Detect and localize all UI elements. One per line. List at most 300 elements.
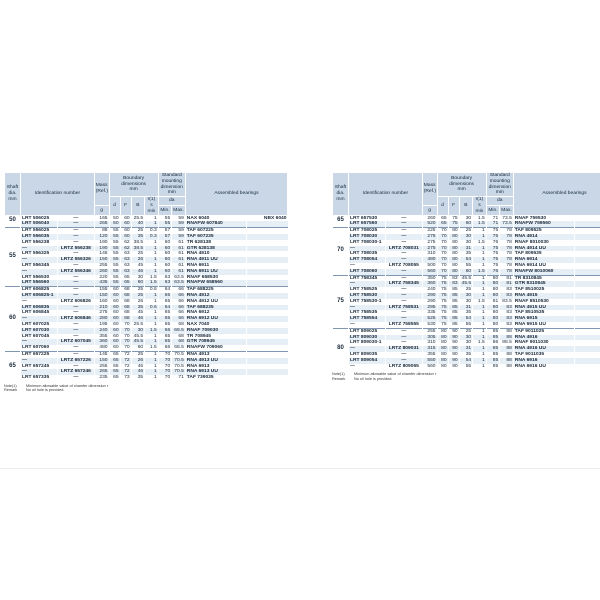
assembled-bearing: RNA 4915 xyxy=(513,293,575,299)
shaft-dia-cell: 55 xyxy=(5,228,21,287)
d-cell: 55 xyxy=(109,240,120,246)
mass-cell: 275 xyxy=(422,234,437,240)
id-number: LRT 758554 xyxy=(348,316,385,322)
assembled-bearing: TAF 809535 xyxy=(513,251,575,257)
r-cell: 1 xyxy=(145,257,159,263)
left-table-panel xyxy=(4,172,288,393)
id-number: LRT 556325 xyxy=(20,251,57,257)
mass-cell: 195 xyxy=(94,322,109,328)
da-min-cell: 76 xyxy=(486,269,500,275)
id-number-sealed: — xyxy=(57,305,94,311)
id-number-sealed: — xyxy=(385,358,422,364)
id-number-sealed: — xyxy=(385,310,422,316)
id-number: LRT 556345 xyxy=(20,263,57,269)
id-number-sealed: — xyxy=(57,275,94,281)
r-cell: 1 xyxy=(473,257,487,263)
assembled-bearing: RNAFW 607840 xyxy=(185,221,247,227)
d-cell: 55 xyxy=(109,275,120,281)
B-cell: 38.5 xyxy=(131,246,145,252)
da-max-cell: 61 xyxy=(172,251,186,257)
da-max-cell: 66 xyxy=(172,299,186,305)
assembled-bearing: RNA 6912 xyxy=(185,310,247,316)
assembled-bearing: TAF 688235 xyxy=(185,305,247,311)
note-text: Minimum allowable value of chamfer dimension r xyxy=(354,372,437,377)
remark-text: No oil hole is provided. xyxy=(26,388,65,393)
id-number-sealed: — xyxy=(57,364,94,370)
mass-cell: 530 xyxy=(422,322,437,328)
B-cell: 25 xyxy=(459,287,473,293)
da-min-cell: 55 xyxy=(158,221,172,227)
da-min-cell: 55 xyxy=(158,215,172,221)
table-row xyxy=(5,375,288,381)
mass-cell: 560 xyxy=(422,269,437,275)
id-number: — xyxy=(348,322,385,328)
B-cell: 25 xyxy=(459,228,473,234)
mass-cell: 240 xyxy=(94,328,109,334)
d-cell: 75 xyxy=(437,287,448,293)
id-number: LRT 809054 xyxy=(348,358,385,364)
d-cell: 70 xyxy=(437,251,448,257)
mass-cell: 480 xyxy=(94,345,109,351)
da-max-cell: 66 xyxy=(172,287,186,293)
id-number-sealed: — xyxy=(57,334,94,340)
max-header: Max. xyxy=(172,206,186,215)
id-number-sealed: — xyxy=(385,340,422,346)
mass-cell: 145 xyxy=(94,351,109,357)
assembled-bearing: TAF 9011035 xyxy=(513,352,575,358)
da-min-cell: 64 xyxy=(158,287,172,293)
da-min-cell: 80 xyxy=(486,287,500,293)
id-number-sealed: — xyxy=(385,275,422,281)
d-cell: 60 xyxy=(109,287,120,293)
da-min-cell: 80 xyxy=(486,316,500,322)
da-min-cell: 63 xyxy=(158,280,172,286)
r-cell: 1 xyxy=(145,351,159,357)
F-header: F xyxy=(448,197,459,215)
F-cell: 85 xyxy=(448,299,459,305)
d-cell: 70 xyxy=(437,228,448,234)
assembled-bearing: TR 628138 xyxy=(185,240,247,246)
shaft-dia-cell: 65 xyxy=(5,351,21,380)
d-cell: 65 xyxy=(109,358,120,364)
r-cell: 1 xyxy=(145,358,159,364)
id-number-sealed: — xyxy=(385,316,422,322)
F-cell: 70 xyxy=(120,345,131,351)
assembled-bearing: NAX 7040 xyxy=(185,322,247,328)
B-cell: 25.5 xyxy=(131,215,145,221)
max-header: Max. xyxy=(500,206,514,215)
min-header: Min. xyxy=(158,206,172,215)
F-cell: 83 xyxy=(448,275,459,281)
r-cell: 1 xyxy=(145,375,159,381)
da-min-cell: 60 xyxy=(158,240,172,246)
B-cell: 45 xyxy=(131,310,145,316)
B-cell: 31 xyxy=(459,305,473,311)
r-cell: 1 xyxy=(145,215,159,221)
id-number: LRT 708025 xyxy=(348,228,385,234)
mass-cell: 525 xyxy=(422,316,437,322)
da-max-cell: 83 xyxy=(500,305,514,311)
d-cell: 55 xyxy=(109,246,120,252)
B-cell: 60 xyxy=(459,269,473,275)
r-cell: 1 xyxy=(145,310,159,316)
id-number: LRT 556238 xyxy=(20,240,57,246)
r-cell: 1 xyxy=(473,305,487,311)
B-cell: 26 xyxy=(131,257,145,263)
d-cell: 65 xyxy=(109,375,120,381)
da-max-cell: 83.5 xyxy=(500,299,514,305)
F-cell: 90 xyxy=(448,352,459,358)
id-number-sealed: — xyxy=(385,228,422,234)
r-cell: 1 xyxy=(145,334,159,340)
d-cell: 60 xyxy=(109,299,120,305)
B-cell: 26 xyxy=(131,299,145,305)
assembled-bearing: TR 708945 xyxy=(185,334,247,340)
F-header: F xyxy=(120,197,131,215)
da-max-cell: 68 xyxy=(172,322,186,328)
r-cell: 1.5 xyxy=(145,275,159,281)
mass-cell: 315 xyxy=(422,346,437,352)
d-cell: 65 xyxy=(109,369,120,375)
id-number: LRT 657245 xyxy=(20,364,57,370)
r-cell: 1 xyxy=(473,228,487,234)
id-number: LRT 809030-1 xyxy=(348,340,385,346)
da-min-cell: 75 xyxy=(486,257,500,263)
r-cell: 1 xyxy=(473,275,487,281)
F-cell: 85 xyxy=(448,316,459,322)
assembled-bearing: RNA 6916 xyxy=(513,358,575,364)
d-cell: 80 xyxy=(437,346,448,352)
id-number-sealed: — xyxy=(57,240,94,246)
id-number: — xyxy=(348,305,385,311)
d-cell: 55 xyxy=(109,234,120,240)
B-header: B xyxy=(459,197,473,215)
d-cell: 60 xyxy=(109,328,120,334)
id-number-sealed: LRTZ 708031 xyxy=(385,246,422,252)
id-number-sealed: — xyxy=(385,299,422,305)
da-min-cell: 80 xyxy=(486,305,500,311)
assembled-bearing: RNA 4914 xyxy=(513,234,575,240)
id-number: LRT 506025 xyxy=(20,215,57,221)
B-cell: 54 xyxy=(459,257,473,263)
note-text: Minimum allowable value of chamfer dimension r xyxy=(26,383,109,388)
mass-cell: 310 xyxy=(422,251,437,257)
assembled-bearing-alt xyxy=(247,375,288,381)
F-cell: 60 xyxy=(120,234,131,240)
da-min-cell: 80 xyxy=(486,281,500,287)
id-number-sealed: — xyxy=(385,234,422,240)
id-number-sealed: — xyxy=(57,228,94,234)
d-cell: 65 xyxy=(109,351,120,357)
B-cell: 30 xyxy=(131,275,145,281)
id-number: — xyxy=(20,246,57,252)
B-cell: 38.5 xyxy=(131,240,145,246)
mass-cell: 120 xyxy=(94,234,109,240)
mass-cell: 255 xyxy=(94,364,109,370)
id-number: LRT 758530-1 xyxy=(348,299,385,305)
mass-header: Mass (Ref.) xyxy=(94,173,109,206)
da-max-cell: 59 xyxy=(172,234,186,240)
id-number-sealed: LRTZ 809055 xyxy=(385,364,422,370)
remark-label: Remark xyxy=(332,376,346,381)
B-cell: 45.5 xyxy=(459,281,473,287)
mass-cell: 290 xyxy=(422,293,437,299)
mass-cell: 150 xyxy=(94,358,109,364)
F-cell: 70 xyxy=(120,328,131,334)
B-cell: 30 xyxy=(459,299,473,305)
da-header: da xyxy=(486,197,513,206)
da-max-cell: 88 xyxy=(500,328,514,334)
da-max-cell: 83 xyxy=(500,310,514,316)
id-number: LRT 606835 xyxy=(20,305,57,311)
assembled-bearing: RNA 4911 UU xyxy=(185,257,247,263)
shaft-dia-header: Shaft dia. mm xyxy=(5,173,21,216)
r-cell: 1 xyxy=(473,281,487,287)
F-cell: 80 xyxy=(448,234,459,240)
assembled-bearing: TAF 739035 xyxy=(185,375,247,381)
da-max-cell: 78 xyxy=(500,263,514,269)
F-cell: 80 xyxy=(448,269,459,275)
da-min-cell: 60 xyxy=(158,269,172,275)
id-number-sealed: — xyxy=(57,251,94,257)
mass-cell: 265 xyxy=(94,221,109,227)
r-header: r(1) s min xyxy=(473,197,487,215)
shaft-dia-header: Shaft dia. mm xyxy=(333,173,349,216)
r-cell: 1 xyxy=(145,322,159,328)
F-cell: 68 xyxy=(120,305,131,311)
F-cell: 80 xyxy=(448,257,459,263)
id-number-sealed: — xyxy=(385,293,422,299)
B-cell: 25 xyxy=(131,287,145,293)
mass-cell: 165 xyxy=(94,215,109,221)
d-cell: 55 xyxy=(109,263,120,269)
assembled-bearing-alt xyxy=(575,364,600,370)
r-cell: 1.5 xyxy=(473,215,487,221)
id-number: LRT 708035 xyxy=(348,251,385,257)
da-max-cell: 71 xyxy=(172,375,186,381)
mass-cell: 275 xyxy=(422,246,437,252)
id-number: LRT 809030 xyxy=(348,335,385,341)
F-cell: 62 xyxy=(120,246,131,252)
r-cell: 1 xyxy=(473,358,487,364)
da-min-cell: 65 xyxy=(158,334,172,340)
F-cell: 70 xyxy=(120,322,131,328)
B-cell: 31 xyxy=(459,346,473,352)
assembled-bearing: TAF 8510025 xyxy=(513,287,575,293)
shaft-dia-cell: 65 xyxy=(333,215,349,228)
B-cell: 35 xyxy=(131,234,145,240)
mass-cell: 290 xyxy=(422,299,437,305)
F-cell: 83 xyxy=(448,281,459,287)
da-min-cell: 75 xyxy=(486,246,500,252)
id-number-sealed: — xyxy=(385,335,422,341)
r-cell: 1 xyxy=(145,269,159,275)
da-min-cell: 64 xyxy=(158,305,172,311)
B-cell: 54 xyxy=(459,358,473,364)
F-cell: 75 xyxy=(448,221,459,227)
d-cell: 50 xyxy=(109,221,120,227)
d-cell: 50 xyxy=(109,215,120,221)
id-number: LRT 556530 xyxy=(20,275,57,281)
remark-text: No oil hole is provided. xyxy=(354,376,393,381)
r-cell: 1 xyxy=(473,316,487,322)
mass-cell: 435 xyxy=(94,280,109,286)
da-min-cell: 71 xyxy=(486,215,500,221)
mass-cell: 520 xyxy=(422,221,437,227)
id-number: LRT 758535 xyxy=(348,310,385,316)
F-cell: 90 xyxy=(448,346,459,352)
d-cell: 80 xyxy=(437,364,448,370)
da-max-cell: 59 xyxy=(172,228,186,234)
da-max-cell: 68.5 xyxy=(172,328,186,334)
r-cell: 1.5 xyxy=(473,299,487,305)
B-cell: 55 xyxy=(459,263,473,269)
r-cell: 0.3 xyxy=(145,228,159,234)
assembled-bearing: RNA 6911 xyxy=(185,263,247,269)
mass-cell: 560 xyxy=(422,364,437,370)
mass-unit: g xyxy=(94,206,109,215)
B-cell: 25 xyxy=(459,328,473,334)
da-max-cell: 81 xyxy=(500,275,514,281)
id-number-sealed: LRTZ 606846 xyxy=(57,316,94,322)
assembled-bearing: RNA 6915 UU xyxy=(513,322,575,328)
B-cell: 30 xyxy=(459,335,473,341)
F-cell: 68 xyxy=(120,310,131,316)
B-cell: 35 xyxy=(459,251,473,257)
r-cell: 1 xyxy=(145,221,159,227)
id-number-sealed: LRTZ 708055 xyxy=(385,263,422,269)
id-number-sealed: LRTZ 556238 xyxy=(57,246,94,252)
B-cell: 25 xyxy=(131,251,145,257)
da-min-cell: 75 xyxy=(486,234,500,240)
assembled-bearing: RNA 6915 xyxy=(513,316,575,322)
id-number-sealed: — xyxy=(57,293,94,299)
r-cell: 1 xyxy=(473,234,487,240)
id-number: LRT 708060 xyxy=(348,269,385,275)
B-cell: 45.5 xyxy=(131,339,145,345)
r-cell: 1 xyxy=(473,293,487,299)
r-cell: 1.5 xyxy=(145,280,159,286)
bearing-table-left xyxy=(4,172,288,381)
d-cell: 75 xyxy=(437,322,448,328)
divider xyxy=(0,468,600,469)
B-cell: 55 xyxy=(459,322,473,328)
id-number: LRT 506040 xyxy=(20,221,57,227)
F-cell: 65 xyxy=(120,280,131,286)
F-cell: 90 xyxy=(448,364,459,370)
mass-cell: 360 xyxy=(422,281,437,287)
id-number: LRT 556560 xyxy=(20,280,57,286)
mass-cell: 210 xyxy=(94,305,109,311)
B-cell: 40 xyxy=(131,221,145,227)
r-cell: 1 xyxy=(473,346,487,352)
F-cell: 90 xyxy=(448,358,459,364)
assembled-bearing: NAX 6040 xyxy=(185,215,247,221)
r-cell: 1 xyxy=(145,364,159,370)
assembled-bearing: RNAF 8510530 xyxy=(513,299,575,305)
id-number: LRT 556025 xyxy=(20,228,57,234)
d-cell: 55 xyxy=(109,228,120,234)
d-cell: 60 xyxy=(109,293,120,299)
F-cell: 85 xyxy=(448,287,459,293)
F-cell: 80 xyxy=(448,228,459,234)
da-min-cell: 63 xyxy=(158,275,172,281)
da-min-cell: 65 xyxy=(158,293,172,299)
d-cell: 55 xyxy=(109,280,120,286)
B-cell: 60 xyxy=(131,280,145,286)
B-cell: 54 xyxy=(459,316,473,322)
assembled-header: Assembled bearings xyxy=(185,173,287,216)
B-cell: 35 xyxy=(459,352,473,358)
r-cell: 1 xyxy=(473,322,487,328)
id-number-sealed: — xyxy=(57,375,94,381)
da-max-cell: 73.5 xyxy=(500,221,514,227)
B-cell: 35 xyxy=(131,375,145,381)
da-min-cell: 80 xyxy=(486,293,500,299)
assembled-bearing: RNA 6913 UU xyxy=(185,369,247,375)
B-cell: 60 xyxy=(131,345,145,351)
mass-cell: 280 xyxy=(94,316,109,322)
r-cell: 1.5 xyxy=(473,221,487,227)
mass-cell: 225 xyxy=(422,228,437,234)
F-cell: 72 xyxy=(120,364,131,370)
id-number-header: Identification number xyxy=(20,173,94,216)
F-cell: 73 xyxy=(120,375,131,381)
id-number: LRT 606845 xyxy=(20,310,57,316)
B-header: B xyxy=(131,197,145,215)
remark-label: Remark xyxy=(4,388,18,393)
da-min-cell: 65 xyxy=(158,310,172,316)
da-min-cell: 81 xyxy=(486,299,500,305)
footnotes xyxy=(4,384,288,393)
da-max-cell: 88 xyxy=(500,346,514,352)
id-number-sealed: — xyxy=(385,215,422,221)
id-number-sealed: — xyxy=(57,287,94,293)
F-cell: 90 xyxy=(448,335,459,341)
da-max-cell: 78 xyxy=(500,240,514,246)
mass-cell: 310 xyxy=(422,340,437,346)
id-number-sealed: — xyxy=(385,251,422,257)
d-cell: 60 xyxy=(109,316,120,322)
da-max-cell: 83 xyxy=(500,322,514,328)
d-cell: 75 xyxy=(437,305,448,311)
da-min-cell: 66 xyxy=(158,345,172,351)
mass-cell: 220 xyxy=(94,275,109,281)
F-cell: 68 xyxy=(120,316,131,322)
F-cell: 85 xyxy=(448,305,459,311)
da-min-cell: 85 xyxy=(486,328,500,334)
mass-cell: 305 xyxy=(422,335,437,341)
r-cell: 1 xyxy=(473,251,487,257)
id-number-sealed: — xyxy=(385,221,422,227)
assembled-bearing: RNAF 658530 xyxy=(185,275,247,281)
da-min-cell: 70 xyxy=(158,364,172,370)
d-header: d xyxy=(109,197,120,215)
d-cell: 70 xyxy=(437,246,448,252)
F-cell: 80 xyxy=(448,263,459,269)
id-number: LRT 607060 xyxy=(20,345,57,351)
da-header: da xyxy=(158,197,185,206)
assembled-bearing: RNA 4915 UU xyxy=(513,305,575,311)
da-max-cell: 78 xyxy=(500,234,514,240)
da-min-cell: 86 xyxy=(486,340,500,346)
id-number: — xyxy=(348,246,385,252)
id-number: — xyxy=(20,299,57,305)
r-cell: 0.6 xyxy=(145,305,159,311)
r-cell: 1 xyxy=(473,335,487,341)
id-number-sealed: LRTZ 607045 xyxy=(57,339,94,345)
table-header xyxy=(333,173,600,216)
